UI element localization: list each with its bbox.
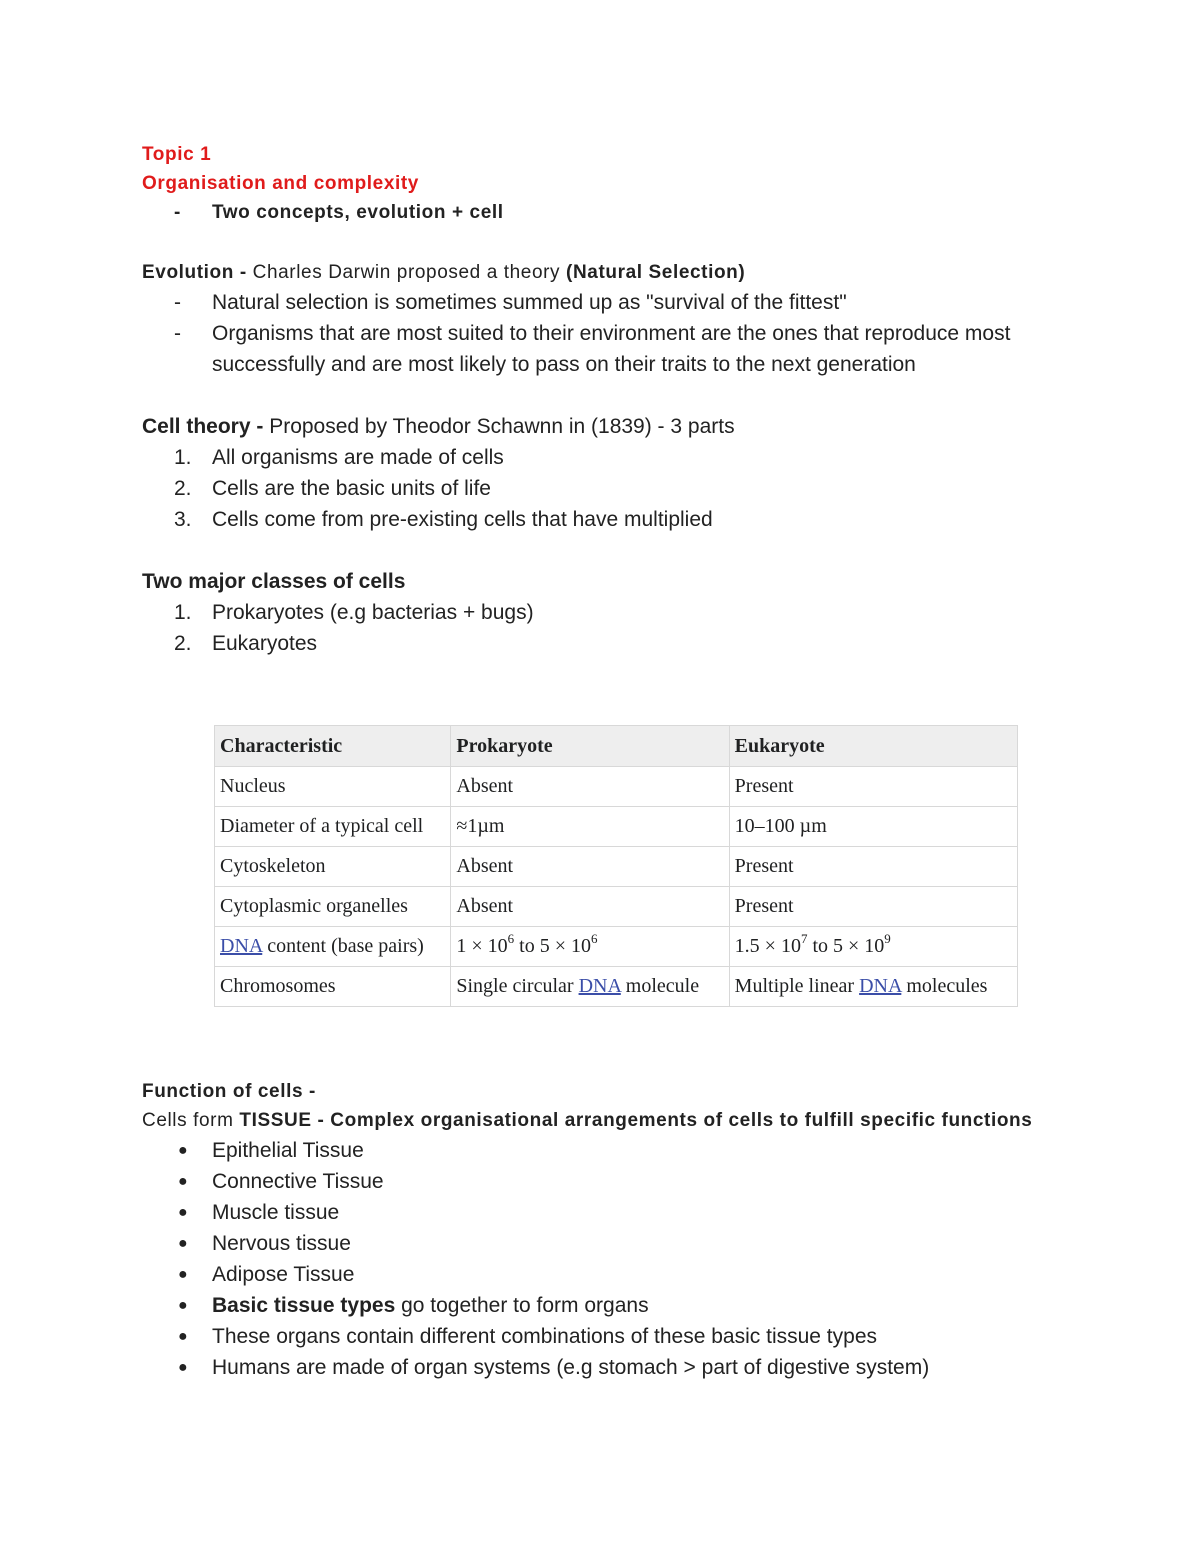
list-item — [142, 1290, 1042, 1321]
bullet-marker: ● — [178, 1266, 188, 1283]
number-marker: 1. — [174, 601, 192, 624]
table-header: Characteristic — [215, 726, 451, 767]
table-cell: Diameter of a typical cell — [215, 807, 451, 847]
table-cell: Chromosomes — [215, 967, 451, 1007]
value-text: to 5 × 10 — [807, 935, 885, 957]
comparison-table — [214, 725, 1018, 1007]
evolution-point-1: Natural selection is sometimes summed up as "survival of the fittest" — [212, 291, 847, 314]
document-body — [142, 140, 1122, 659]
tissue-item: Adipose Tissue — [212, 1263, 355, 1286]
table-row — [215, 847, 1018, 887]
bullet-marker: ● — [178, 1359, 188, 1376]
number-marker: 2. — [174, 477, 192, 500]
table-cell: Absent — [451, 847, 729, 887]
table-cell: Present — [729, 887, 1017, 927]
number-marker: 1. — [174, 446, 192, 469]
bullet-marker: ● — [178, 1204, 188, 1221]
topic-subtitle: Organisation and complexity — [142, 173, 419, 194]
evolution-label: Evolution - — [142, 262, 253, 283]
bullet-marker: ● — [178, 1328, 188, 1345]
tissue-item: Nervous tissue — [212, 1232, 351, 1255]
list-item — [142, 1166, 1042, 1197]
classes-heading: Two major classes of cells — [142, 570, 406, 593]
function-intro — [142, 1106, 1042, 1135]
cell-theory-text: Proposed by Theodor Schawnn in (1839) - 3 parts — [269, 415, 735, 438]
table-header: Prokaryote — [451, 726, 729, 767]
value-text: Multiple linear — [734, 975, 860, 997]
classes-points — [142, 597, 1122, 659]
systems-item: Humans are made of organ systems (e.g stomach > part of digestive system) — [212, 1356, 930, 1379]
bullet-marker: ● — [178, 1235, 188, 1252]
exponent: 6 — [507, 931, 515, 946]
cell-comparison-table-image — [214, 725, 1018, 1007]
table-header: Eukaryote — [729, 726, 1017, 767]
table-cell: Absent — [451, 767, 729, 807]
number-marker: 2. — [174, 632, 192, 655]
list-item — [142, 597, 1122, 628]
table-row — [215, 807, 1018, 847]
list-item — [142, 1321, 1042, 1352]
function-section — [142, 1077, 1042, 1383]
topic-title: Topic 1 — [142, 144, 212, 165]
organs-item: These organs contain different combinations of these basic tissue types — [212, 1325, 877, 1348]
exponent: 9 — [884, 931, 891, 946]
table-cell — [451, 967, 729, 1007]
evolution-points — [142, 287, 1122, 380]
list-item — [142, 198, 1122, 227]
cell-theory-point-1: All organisms are made of cells — [212, 446, 504, 469]
dash-marker: - — [174, 322, 181, 345]
dna-link[interactable]: DNA — [859, 975, 902, 997]
value-text: molecules — [901, 975, 988, 997]
evolution-emphasis: (Natural Selection) — [566, 262, 746, 283]
list-item — [142, 1352, 1042, 1383]
list-item — [142, 473, 1122, 504]
topic-bullet-text: Two concepts, evolution + cell — [212, 202, 504, 223]
table-cell: Absent — [451, 887, 729, 927]
list-item — [142, 287, 1122, 318]
cell-theory-line — [142, 411, 1122, 442]
list-item — [142, 442, 1122, 473]
table-cell: Present — [729, 847, 1017, 887]
value-text: to 5 × 10 — [514, 935, 591, 957]
table-cell: ≈1µm — [451, 807, 729, 847]
table-row — [215, 967, 1018, 1007]
list-item — [142, 318, 1122, 380]
function-intro-bold: TISSUE - Complex organisational arrangements of cells to fulfill specific functions — [239, 1110, 1033, 1131]
topic-bullets — [142, 198, 1122, 227]
table-row — [215, 767, 1018, 807]
value-text: 1.5 × 10 — [734, 935, 801, 957]
classes-point-2: Eukaryotes — [212, 632, 318, 655]
dna-label-rest: content (base pairs) — [262, 935, 424, 957]
list-item — [142, 1197, 1042, 1228]
basic-tissue-rest: go together to form organs — [395, 1294, 649, 1317]
table-cell: Cytoskeleton — [215, 847, 451, 887]
table-cell: Cytoplasmic organelles — [215, 887, 451, 927]
value-text: 1 × 10 — [456, 935, 508, 957]
function-intro-plain: Cells form — [142, 1110, 240, 1131]
bullet-marker: ● — [178, 1297, 188, 1314]
value-text: Single circular — [456, 975, 579, 997]
list-item — [142, 1259, 1042, 1290]
table-cell: Nucleus — [215, 767, 451, 807]
tissue-item: Epithelial Tissue — [212, 1139, 364, 1162]
tissue-item: Muscle tissue — [212, 1201, 340, 1224]
table-cell — [729, 967, 1017, 1007]
dna-link[interactable]: DNA — [578, 975, 621, 997]
dna-link[interactable]: DNA — [220, 935, 263, 957]
list-item — [142, 1228, 1042, 1259]
cell-theory-point-3: Cells come from pre-existing cells that have multiplied — [212, 508, 713, 531]
exponent: 6 — [591, 931, 598, 946]
list-item — [142, 1135, 1042, 1166]
table-cell — [451, 927, 729, 967]
bullet-marker: ● — [178, 1173, 188, 1190]
value-text: molecule — [620, 975, 700, 997]
table-cell — [215, 927, 451, 967]
classes-point-1: Prokaryotes (e.g bacterias + bugs) — [212, 601, 534, 624]
tissue-list — [142, 1135, 1042, 1383]
evolution-line — [142, 258, 1122, 287]
tissue-item: Connective Tissue — [212, 1170, 384, 1193]
cell-theory-label: Cell theory - — [142, 415, 270, 438]
dash-marker: - — [174, 291, 181, 314]
table-cell: Present — [729, 767, 1017, 807]
dash-marker: - — [174, 202, 181, 223]
table-cell — [729, 927, 1017, 967]
table-header-row — [215, 726, 1018, 767]
function-heading: Function of cells - — [142, 1081, 316, 1102]
bullet-marker: ● — [178, 1142, 188, 1159]
table-row — [215, 927, 1018, 967]
cell-theory-point-2: Cells are the basic units of life — [212, 477, 491, 500]
table-row — [215, 887, 1018, 927]
evolution-point-2: Organisms that are most suited to their environment are the ones that reproduce most successfully and are most likely to pass on their traits to the next generation — [212, 322, 1011, 376]
cell-theory-points — [142, 442, 1122, 535]
number-marker: 3. — [174, 508, 192, 531]
list-item — [142, 504, 1122, 535]
list-item — [142, 628, 1122, 659]
evolution-text: Charles Darwin proposed a theory — [252, 262, 567, 283]
exponent: 7 — [800, 931, 808, 946]
table-cell: 10–100 µm — [729, 807, 1017, 847]
basic-tissue-bold: Basic tissue types — [212, 1294, 396, 1317]
